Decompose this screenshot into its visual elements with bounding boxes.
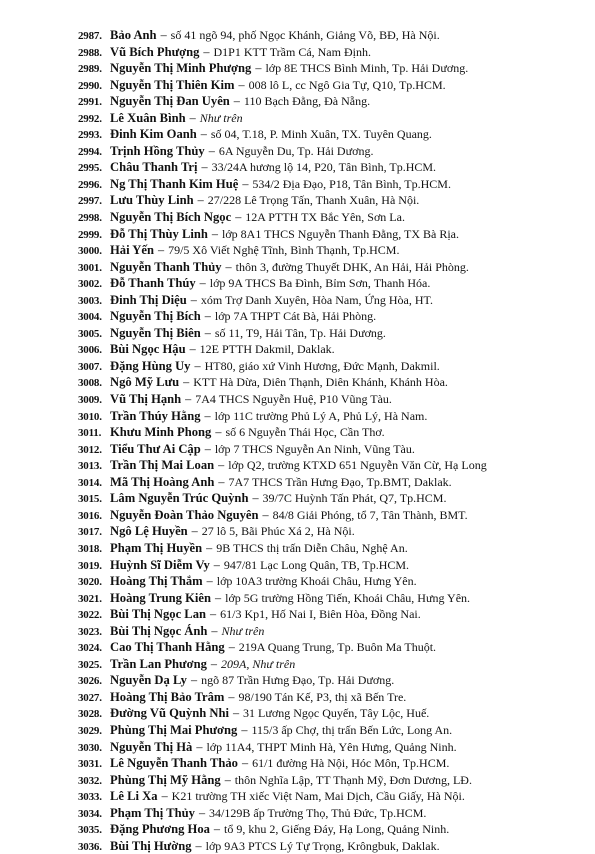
list-item [78,656,590,673]
entry-name: Vũ Bích Phượng [110,44,200,59]
entry-address: 98/190 Tán Kế, P3, thị xã Bến Tre. [238,689,407,704]
entry-address: số 41 ngõ 94, phố Ngọc Khánh, Giảng Võ, BĐ, Hà Nội. [170,28,440,42]
entry-address: HT80, giáo xứ Vinh Hương, Đức Mạnh, Dakmil. [204,358,440,373]
entry-number: 2998. [78,212,102,225]
entry-number: 3030. [78,741,102,754]
entry-separator: – [262,507,269,522]
list-item [78,805,590,822]
entry-name: Nguyễn Thanh Thủy [110,259,222,274]
entry-address: 79/5 Xô Viết Nghệ Tĩnh, Bình Thạnh, Tp.HCM. [168,243,400,258]
entry-address: 7A4 THCS Nguyễn Huệ, P10 Vũng Tàu. [195,392,392,407]
entry-number: 3033. [78,791,102,804]
entry-number: 3019. [78,559,102,572]
entry-separator: – [213,822,221,837]
entry-separator: – [211,226,218,241]
entry-name: Nguyễn Thị Minh Phượng [110,61,252,76]
list-item [78,192,590,209]
entry-name: Lê Li Xa [110,789,158,804]
entry-number: 3020. [78,576,102,589]
entry-address: 61/3 Kp1, Hố Nai I, Biên Hòa, Đồng Nai. [220,607,421,622]
entry-address: 9B THCS thị trấn Diễn Châu, Nghệ An. [216,540,408,555]
entry-number: 3029. [78,724,102,737]
entry-separator: – [206,574,213,589]
entry-separator: – [200,127,207,142]
entry-number: 3016. [78,509,102,522]
entry-number: 3009. [78,394,102,407]
list-item [78,308,590,325]
list-item [78,391,590,408]
list-item [78,672,590,689]
entry-number: 2995. [78,162,102,175]
list-item [78,275,590,292]
list-item [78,523,590,540]
entry-separator: – [197,193,204,208]
entry-separator: – [190,292,197,307]
entry-name: Lê Xuân Bình [110,110,186,125]
list-item [78,93,590,110]
entry-name: Hoàng Thị Bảo Trâm [110,689,225,704]
entry-name: Đinh Kim Oanh [110,127,197,142]
list-item [78,408,590,425]
entry-name: Nguyễn Thị Hà [110,739,193,754]
entry-number: 3002. [78,278,102,291]
entry-address: lớp 11A4, THPT Minh Hà, Yên Hưng, Quảng Ninh. [206,739,457,754]
entry-number: 3034. [78,807,102,820]
entry-number: 2992. [78,112,102,125]
entry-separator: – [232,706,240,721]
entry-number: 2994. [78,145,102,158]
entry-address: xóm Trợ Danh Xuyên, Hòa Nam, Ứng Hòa, HT. [200,292,433,307]
list-item [78,358,590,375]
entry-number: 3022. [78,609,102,622]
entry-address: K21 trường TH xiếc Việt Nam, Mai Dịch, Cầu Giấy, Hà Nội. [171,789,465,804]
entry-separator: – [185,392,192,407]
entry-number: 3014. [78,476,102,489]
entry-name: Lâm Nguyễn Trúc Quỳnh [110,491,249,506]
entry-separator: – [206,540,213,555]
entry-number: 3018. [78,542,102,555]
entry-separator: – [241,756,249,771]
list-item [78,722,590,739]
list-item [78,838,590,854]
entry-number: 3004. [78,311,102,324]
entry-number: 3025. [78,658,102,671]
entry-separator: – [204,309,211,324]
entry-name: Nguyễn Thị Thiên Kim [110,77,235,92]
entry-address: KTT Hà Dừa, Diên Thạnh, Diên Khánh, Khánh Hòa. [193,375,448,390]
entry-name: Bùi Thị Hường [110,838,192,853]
entry-number: 2997. [78,195,102,208]
entry-address: 6A Nguyễn Du, Tp. Hải Dương. [218,143,374,158]
entry-separator: – [224,772,231,787]
entry-name: Lê Nguyễn Thanh Thảo [110,756,238,771]
list-item [78,126,590,143]
list-item [78,490,590,507]
entry-number: 2989. [78,63,102,76]
entry-name: Đặng Phương Hoa [110,822,210,837]
entry-address: 39/7C Huỳnh Tấn Phát, Q7, Tp.HCM. [262,491,447,506]
entry-address: lớp Q2, trường KTXD 651 Nguyễn Văn Cừ, Hạ Long [228,458,487,473]
entry-number: 2999. [78,228,102,241]
entry-name: Vũ Thị Hạnh [110,392,182,407]
list-item [78,623,590,640]
entry-address: Như trên [221,623,265,638]
list-item [78,474,590,491]
entry-name: Nguyễn Thị Bích [110,309,201,324]
entry-address: 33/24A hương lộ 14, P20, Tân Bình, Tp.HCM. [211,160,437,175]
entry-name: Huỳnh Sĩ Diễm Vy [110,557,210,572]
entry-name: Nguyễn Thị Đan Uyên [110,94,230,109]
entry-name: Tiểu Thư Ai Cập [110,441,201,456]
list-item [78,242,590,259]
entry-number: 3023. [78,625,102,638]
list-item [78,77,590,94]
entry-number: 3036. [78,840,102,853]
entry-address: 61/1 đường Hà Nội, Hóc Môn, Tp.HCM. [252,756,450,771]
entry-address: D1P1 KTT Trầm Cá, Nam Định. [213,44,371,59]
entry-address: số 6 Nguyễn Thái Học, Cần Thơ. [225,425,385,440]
entry-number: 3027. [78,691,102,704]
entry-address: số 04, T.18, P. Minh Xuân, TX. Tuyên Quang. [210,127,432,142]
entry-name: Đinh Thị Diệu [110,292,187,307]
entry-name: Đặng Hùng Uy [110,358,191,373]
entry-separator: – [161,789,168,804]
entry-address: tổ 9, khu 2, Giếng Đáy, Hạ Long, Quảng Ninh. [224,822,450,837]
entry-name: Nguyễn Dạ Ly [110,673,187,688]
entry-address: thôn Nghĩa Lập, TT Thạnh Mỹ, Đơn Dương, LĐ. [234,772,472,787]
entry-number: 3003. [78,294,102,307]
list-item [78,705,590,722]
entry-number: 3024. [78,642,102,655]
list-item [78,110,590,127]
entry-number: 3017. [78,526,102,539]
list-item [78,60,590,77]
entry-name: Phạm Thị Thủy [110,805,195,820]
entry-address: lớp 9A THCS Ba Đình, Bỉm Sơn, Thanh Hóa. [209,276,431,291]
entry-separator: – [211,623,218,638]
entry-name: Đỗ Thanh Thúy [110,276,196,291]
entry-separator: – [189,342,196,357]
entry-number: 3031. [78,758,102,771]
list-item [78,557,590,574]
entry-address: thôn 3, đường Thuyết DHK, An Hải, Hải Phòng. [235,259,469,274]
entry-name: Hoàng Thị Thắm [110,574,203,589]
entry-address: lớp 7A THPT Cát Bà, Hải Phòng. [214,309,377,324]
entry-name: Đường Vũ Quỳnh Nhi [110,706,229,721]
entry-number: 3012. [78,443,102,456]
entry-number: 3032. [78,774,102,787]
entry-number: 2996. [78,178,102,191]
entry-number: 3005. [78,327,102,340]
entry-separator: – [225,259,232,274]
entry-name: Trần Thị Mai Loan [110,458,215,473]
entry-name: Trần Lan Phương [110,656,207,671]
address-list [78,27,590,854]
entry-number: 2988. [78,46,102,59]
entry-address: 115/3 ấp Chợ, thị trấn Bến Lức, Long An. [251,722,453,737]
entry-separator: – [201,160,208,175]
entry-name: Ng Thị Thanh Kim Huệ [110,176,239,191]
entry-name: Mã Thị Hoàng Anh [110,474,215,489]
entry-number: 3021. [78,592,102,605]
entry-name: Bùi Thị Ngọc Ánh [110,623,208,638]
entry-separator: – [218,458,225,473]
list-item [78,606,590,623]
entry-address: 008 lô L, cc Ngô Gia Tự, Q10, Tp.HCM. [248,77,446,92]
list-item [78,259,590,276]
entry-address: 34/129B ấp Trường Thọ, Thủ Đức, Tp.HCM. [209,805,427,820]
entry-name: Bùi Thị Ngọc Lan [110,607,207,622]
entry-separator: – [204,408,211,423]
entry-name: Ngô Mỹ Lưu [110,375,180,390]
list-item [78,772,590,789]
list-item [78,821,590,838]
entry-number: 3028. [78,708,102,721]
entry-address: 12A PTTH TX Bắc Yên, Sơn La. [245,210,405,225]
entry-address: 534/2 Địa Đạo, P18, Tân Bình, Tp.HCM. [252,176,451,191]
entry-separator: – [215,590,222,605]
entry-separator: – [194,358,201,373]
entry-number: 3026. [78,675,102,688]
entry-separator: – [195,838,202,853]
entry-number: 2987. [78,30,102,42]
list-item [78,159,590,176]
entry-separator: – [204,325,211,340]
entry-separator: – [252,491,259,506]
list-item [78,209,590,226]
entry-name: Hải Yến [110,243,154,258]
entry-separator: – [210,607,217,622]
list-item [78,325,590,342]
entry-address: lớp 9A3 PTCS Lý Tự Trọng, Krôngbuk, Daklak. [205,838,440,853]
entry-address: 31 Lương Ngọc Quyến, Tây Lộc, Huế. [243,706,430,721]
entry-address: Như trên [199,110,243,125]
entry-number: 3010. [78,410,102,423]
entry-address: lớp 8E THCS Bình Minh, Tp. Hải Dương. [265,61,469,76]
list-item [78,424,590,441]
entry-separator: – [190,673,198,688]
entry-address: số 11, T9, Hải Tân, Tp. Hải Dương. [214,325,386,340]
entry-name: Nguyễn Đoàn Thảo Nguyên [110,507,259,522]
entry-separator: – [196,739,203,754]
entry-name: Cao Thị Thanh Hằng [110,640,225,655]
entry-separator: – [189,110,196,125]
entry-address: 27/228 Lê Trọng Tấn, Thanh Xuân, Hà Nội. [207,193,420,208]
entry-name: Hoàng Trung Kiên [110,590,212,605]
entry-separator: – [199,276,206,291]
entry-address: 947/81 Lạc Long Quân, TB, Tp.HCM. [223,557,410,572]
list-item [78,441,590,458]
entry-separator: – [255,61,262,76]
entry-separator: – [233,94,240,109]
entry-separator: – [204,441,211,456]
entry-separator: – [242,176,249,191]
entry-number: 3035. [78,824,102,837]
entry-address: 12E PTTH Dakmil, Daklak. [199,342,335,357]
entry-name: Ngô Lệ Huyền [110,524,188,539]
entry-number: 3015. [78,493,102,506]
list-item [78,739,590,756]
entry-number: 3008. [78,377,102,390]
list-item [78,639,590,656]
entry-address: 219A Quang Trung, Tp. Buôn Ma Thuột. [238,640,437,655]
entry-address: lớp 8A1 THCS Nguyễn Thanh Đằng, TX Bà Rịa. [222,226,459,241]
entry-number: 3006. [78,344,102,357]
entry-separator: – [183,375,190,390]
entry-separator: – [213,557,220,572]
entry-number: 3001. [78,261,102,274]
entry-separator: – [241,722,248,737]
entry-separator: – [218,474,225,489]
entry-address: lớp 5G trường Hồng Tiến, Khoái Châu, Hưng Yên. [225,590,471,605]
entry-address: lớp 11C trường Phủ Lý A, Phủ Lý, Hà Nam. [214,408,428,423]
entry-number: 2991. [78,96,102,109]
entry-separator: – [157,243,165,258]
entry-separator: – [238,77,245,92]
entry-number: 3000. [78,245,102,258]
list-item [78,573,590,590]
entry-separator: – [228,640,235,655]
entry-number: 3011. [78,427,102,440]
entry-separator: – [208,143,215,158]
entry-separator: – [203,44,210,59]
entry-address: 7A7 THCS Trần Hưng Đạo, Tp.BMT, Daklak. [228,474,452,489]
list-item [78,143,590,160]
entry-address: lớp 7 THCS Nguyễn An Ninh, Vũng Tàu. [214,441,415,456]
entry-address: 209A, Như trên [220,656,296,671]
entry-separator: – [228,689,235,704]
list-item [78,176,590,193]
entry-name: Phùng Thị Mỹ Hằng [110,772,221,787]
entry-separator: – [210,656,217,671]
list-item [78,341,590,358]
list-item [78,226,590,243]
entry-name: Trịnh Hồng Thủy [110,143,205,158]
entry-name: Lưu Thùy Linh [110,193,194,208]
entry-name: Nguyễn Thị Biên [110,325,201,340]
list-item [78,689,590,706]
list-item [78,755,590,772]
list-item [78,507,590,524]
entry-separator: – [235,210,242,225]
entry-name: Nguyễn Thị Bích Ngọc [110,210,232,225]
entry-name: Đỗ Thị Thùy Linh [110,226,208,241]
entry-number: 2990. [78,79,102,92]
entry-number: 3013. [78,460,102,473]
entry-separator: – [160,28,167,42]
entry-name: Bùi Ngọc Hậu [110,342,186,357]
list-item [78,292,590,309]
entry-separator: – [191,524,198,539]
entry-address: lớp 10A3 trường Khoái Châu, Hưng Yên. [216,574,417,589]
list-item [78,457,590,474]
entry-number: 3007. [78,360,102,373]
entry-name: Trần Thúy Hằng [110,408,201,423]
list-item [78,374,590,391]
entry-address: ngõ 87 Trần Hưng Đạo, Tp. Hải Dương. [201,673,395,688]
entry-separator: – [198,805,206,820]
list-item [78,788,590,805]
entry-number: 2993. [78,129,102,142]
entry-name: Phùng Thị Mai Phương [110,722,238,737]
list-item [78,27,590,44]
entry-name: Phạm Thị Huyền [110,540,203,555]
entry-name: Khưu Minh Phong [110,425,212,440]
entry-address: 27 lô 5, Bãi Phúc Xá 2, Hà Nội. [201,524,355,539]
entry-name: Bảo Anh [110,28,157,42]
entry-address: 110 Bạch Đằng, Đà Nẵng. [243,94,371,109]
list-item [78,590,590,607]
entry-name: Châu Thanh Trị [110,160,198,175]
list-item [78,44,590,61]
entry-address: 84/8 Giải Phóng, tổ 7, Tân Thành, BMT. [272,507,468,522]
entry-separator: – [215,425,222,440]
list-item [78,540,590,557]
